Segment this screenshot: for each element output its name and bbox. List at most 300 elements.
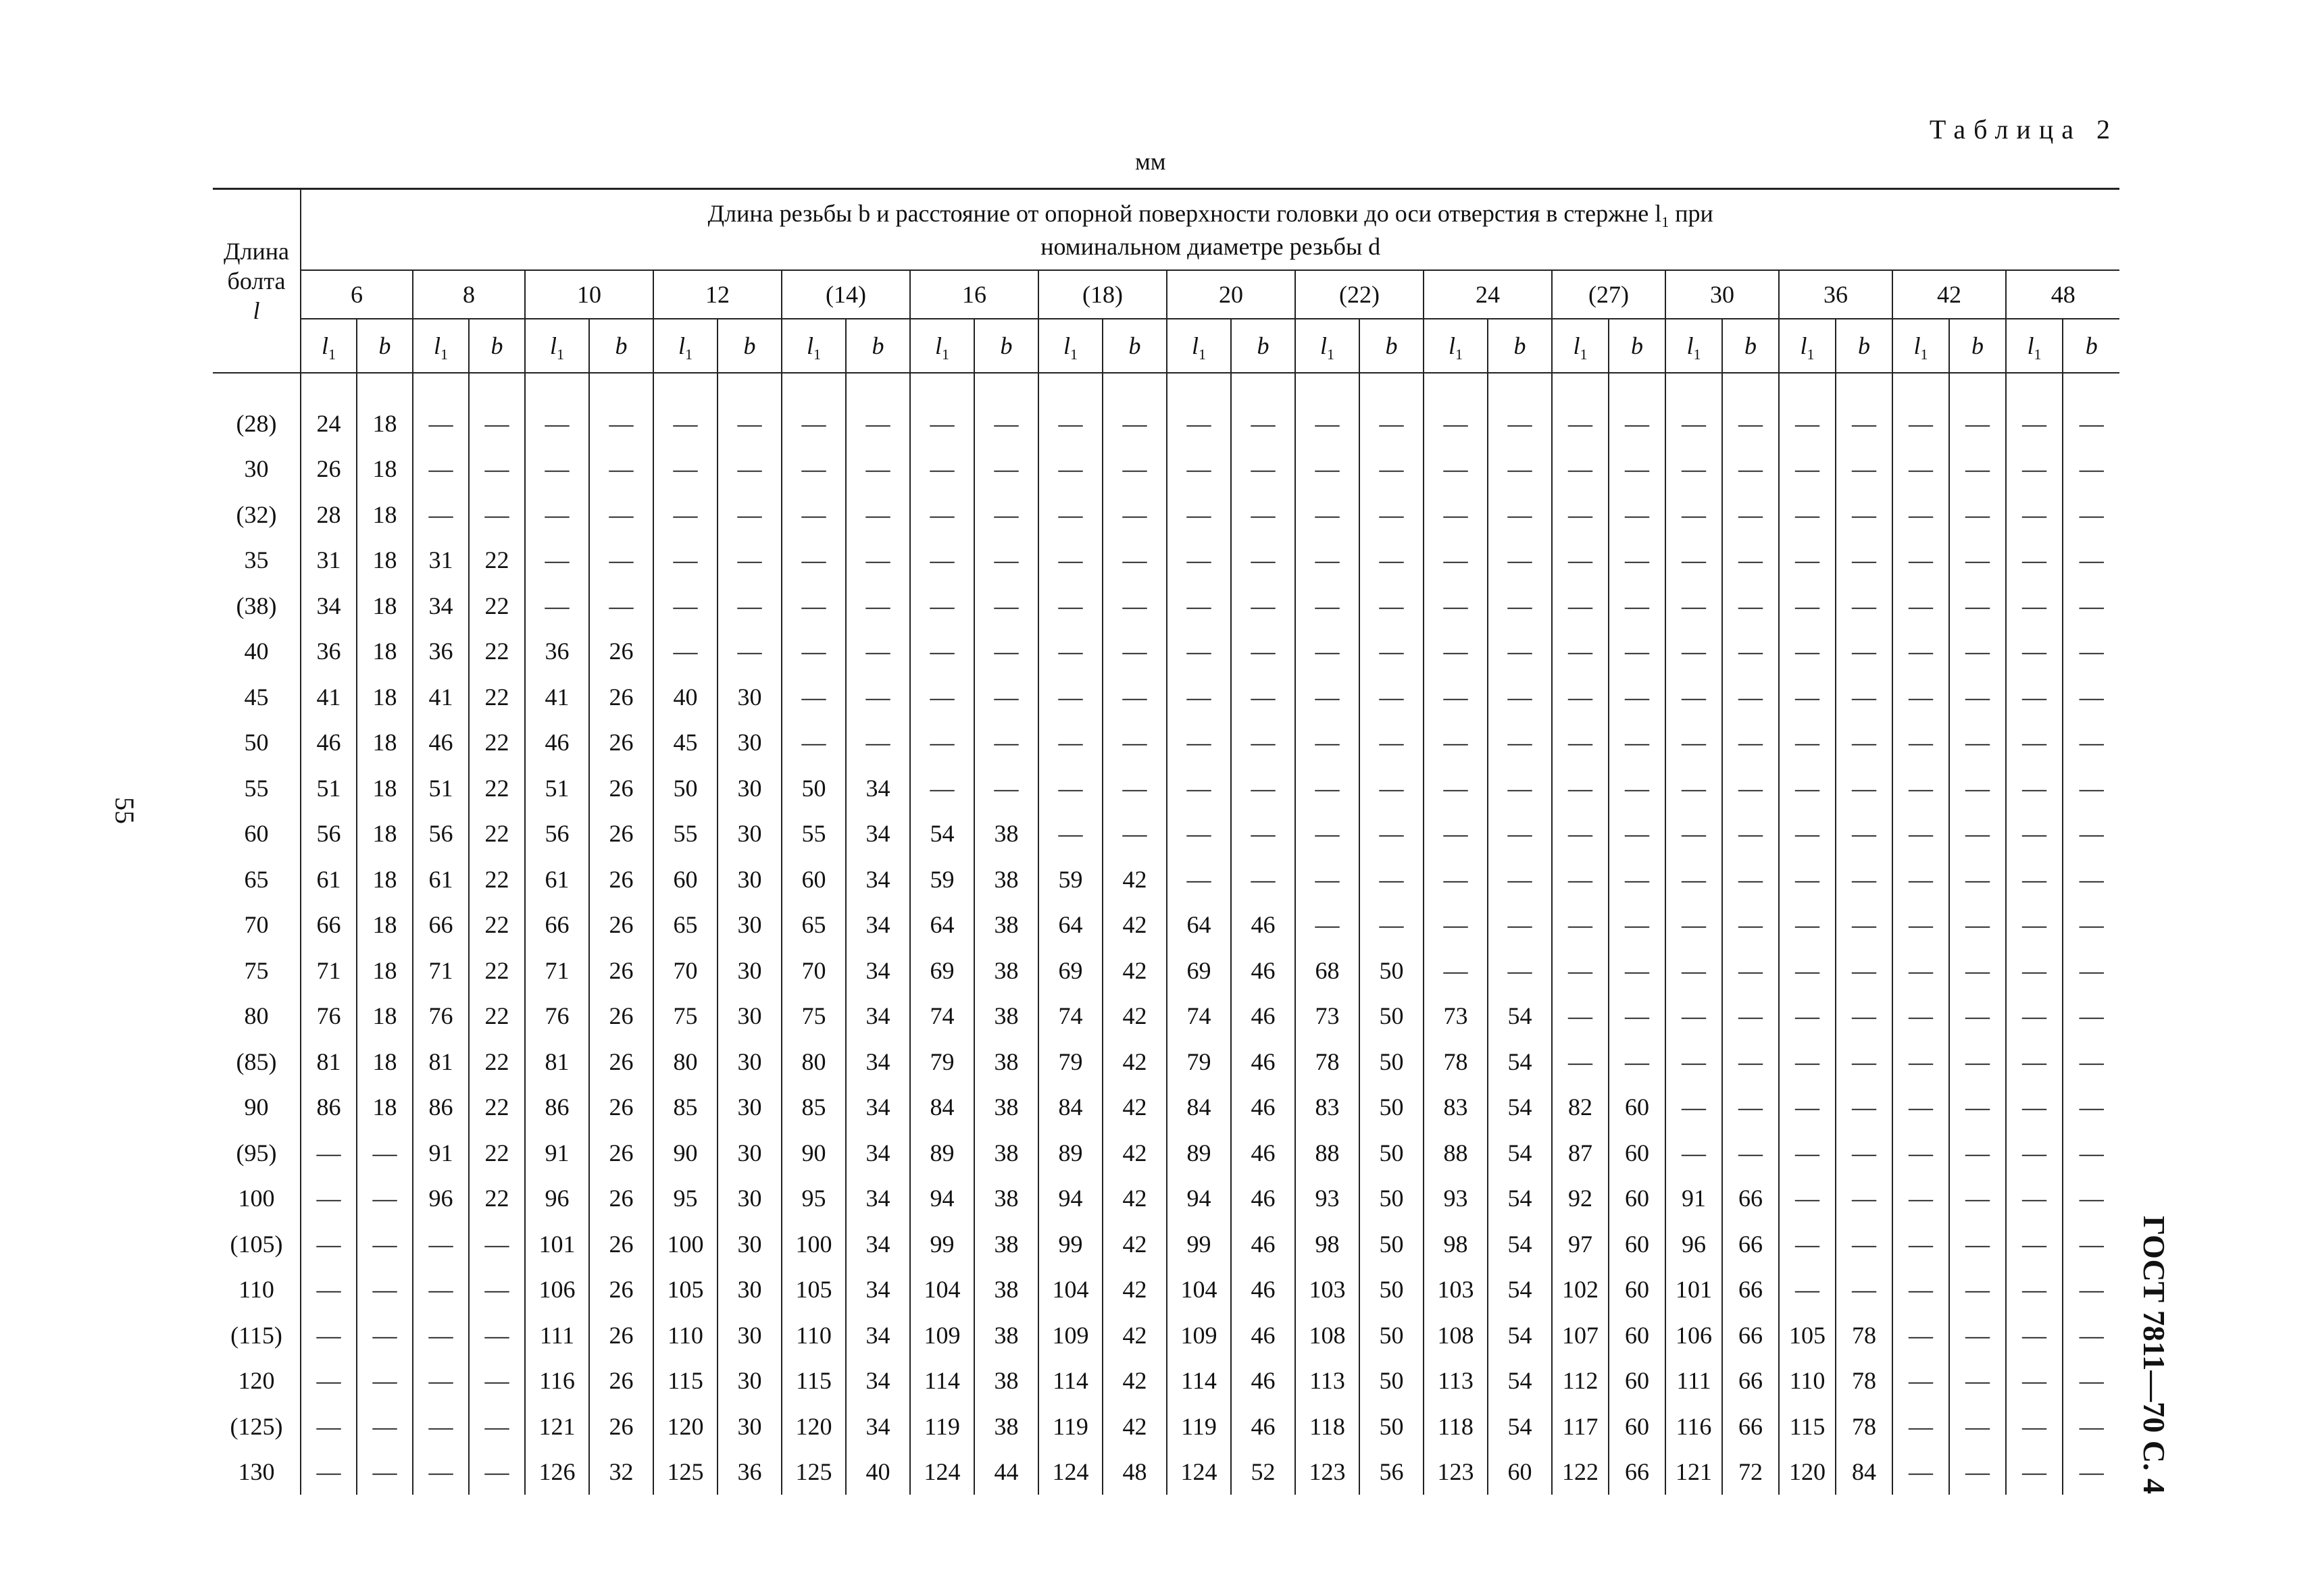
b-value-cell: — <box>2063 1221 2119 1267</box>
b-value-cell: — <box>1949 446 2006 492</box>
l1-value-cell: — <box>2006 674 2063 720</box>
l1-value-cell: — <box>1295 446 1359 492</box>
b-value-cell: — <box>589 583 653 629</box>
table-row <box>213 948 2119 994</box>
l1-symbol: l <box>321 332 328 359</box>
b-value-cell: — <box>469 1267 525 1313</box>
b-value-cell: — <box>1103 538 1167 584</box>
b-value-cell: — <box>1836 720 1892 766</box>
l1-subscript: 1 <box>1693 346 1701 363</box>
l1-value-cell: — <box>2006 902 2063 948</box>
l1-value-cell: 78 <box>1424 1039 1488 1085</box>
b-value-cell: — <box>1231 492 1295 538</box>
b-column-header: b <box>1488 319 1552 373</box>
l1-value-cell: — <box>1779 811 1836 857</box>
l1-subscript: 1 <box>1455 346 1463 363</box>
l1-value-cell: — <box>2006 1449 2063 1495</box>
b-value-cell: 48 <box>1103 1449 1167 1495</box>
l1-value-cell: 45 <box>653 720 718 766</box>
l1-value-cell: — <box>1892 948 1949 994</box>
l1-subscript: 1 <box>441 346 448 363</box>
b-value-cell: — <box>2063 1176 2119 1222</box>
b-value-cell: — <box>1609 583 1665 629</box>
table-label: Таблица 2 <box>1929 114 2118 145</box>
b-value-cell: — <box>1836 401 1892 446</box>
b-column-header: b <box>1836 319 1892 373</box>
l1-value-cell: 75 <box>653 994 718 1039</box>
b-value-cell: 30 <box>718 1358 782 1404</box>
b-value-cell: 42 <box>1103 856 1167 902</box>
l1-value-cell: — <box>1038 629 1103 675</box>
b-value-cell: 34 <box>846 1085 910 1131</box>
b-value-cell: — <box>846 538 910 584</box>
b-value-cell: 54 <box>1488 1085 1552 1131</box>
b-value-cell: 54 <box>1488 1221 1552 1267</box>
b-value-cell: 46 <box>1231 1039 1295 1085</box>
b-value-cell: 18 <box>357 446 413 492</box>
b-value-cell: — <box>1609 811 1665 857</box>
b-value-cell: — <box>1949 538 2006 584</box>
b-value-cell: 46 <box>1231 1176 1295 1222</box>
l1-value-cell: 111 <box>525 1312 589 1358</box>
b-value-cell: 30 <box>718 1221 782 1267</box>
b-value-cell: — <box>469 1312 525 1358</box>
b-value-cell: 54 <box>1488 994 1552 1039</box>
b-value-cell: — <box>1488 629 1552 675</box>
b-value-cell: 54 <box>1488 1176 1552 1222</box>
l1-value-cell: — <box>2006 1221 2063 1267</box>
b-value-cell: — <box>2063 629 2119 675</box>
b-value-cell: — <box>1722 1130 1779 1176</box>
l1-symbol: l <box>549 332 557 359</box>
b-value-cell: 66 <box>1722 1312 1779 1358</box>
b-value-cell: — <box>1488 674 1552 720</box>
l1-value-cell: 94 <box>1167 1176 1231 1222</box>
l1-value-cell: 36 <box>525 629 589 675</box>
l1-value-cell: — <box>1892 1221 1949 1267</box>
b-value-cell: 66 <box>1609 1449 1665 1495</box>
b-value-cell: — <box>469 1449 525 1495</box>
b-value-cell: — <box>1359 492 1424 538</box>
l1-value-cell: 71 <box>525 948 589 994</box>
b-value-cell: — <box>846 401 910 446</box>
b-value-cell: — <box>1609 674 1665 720</box>
l1-value-cell: — <box>1552 583 1609 629</box>
b-value-cell: — <box>469 1358 525 1404</box>
bolt-length-cell: (125) <box>230 1412 283 1440</box>
l1-subscript: 1 <box>1327 346 1334 363</box>
b-value-cell: 18 <box>357 720 413 766</box>
l1-value-cell: 117 <box>1552 1404 1609 1449</box>
b-value-cell: 30 <box>718 1039 782 1085</box>
l1-value-cell: 79 <box>910 1039 974 1085</box>
l1-value-cell: 60 <box>653 856 718 902</box>
l1-value-cell: — <box>301 1404 357 1449</box>
l1-value-cell: — <box>2006 538 2063 584</box>
diameter-header: (22) <box>1295 270 1424 319</box>
l1-value-cell: — <box>1552 765 1609 811</box>
b-value-cell: 46 <box>1231 1221 1295 1267</box>
b-value-cell: — <box>718 538 782 584</box>
thread-length-table <box>213 188 2119 1495</box>
l1-value-cell: — <box>1892 902 1949 948</box>
l1-value-cell: 61 <box>413 856 469 902</box>
l1-value-cell: — <box>2006 1267 2063 1313</box>
l1-subscript: 1 <box>1199 346 1206 363</box>
l1-column-header <box>525 319 589 373</box>
b-value-cell: 18 <box>357 583 413 629</box>
l1-value-cell: — <box>910 765 974 811</box>
b-value-cell: 30 <box>718 720 782 766</box>
l1-value-cell: 124 <box>1167 1449 1231 1495</box>
l1-value-cell: 83 <box>1424 1085 1488 1131</box>
l1-value-cell: 64 <box>1038 902 1103 948</box>
l1-value-cell: 70 <box>653 948 718 994</box>
l1-value-cell: 66 <box>525 902 589 948</box>
b-value-cell: — <box>2063 1267 2119 1313</box>
l1-value-cell: — <box>1665 811 1722 857</box>
b-value-cell: — <box>589 446 653 492</box>
b-value-cell: 18 <box>357 811 413 857</box>
b-value-cell: — <box>2063 765 2119 811</box>
l1-value-cell: — <box>1892 1039 1949 1085</box>
b-value-cell: — <box>1836 538 1892 584</box>
l1-value-cell: 86 <box>525 1085 589 1131</box>
b-value-cell: 50 <box>1359 1358 1424 1404</box>
b-value-cell: — <box>1359 538 1424 584</box>
l1-value-cell: — <box>1892 994 1949 1039</box>
l1-value-cell: 123 <box>1295 1449 1359 1495</box>
b-value-cell: 30 <box>718 948 782 994</box>
l1-column-header <box>1167 319 1231 373</box>
l1-value-cell: — <box>1892 720 1949 766</box>
b-value-cell: — <box>1359 811 1424 857</box>
l1-value-cell: — <box>1038 811 1103 857</box>
b-value-cell: — <box>1949 583 2006 629</box>
l1-value-cell: 121 <box>1665 1449 1722 1495</box>
table-row <box>213 538 2119 584</box>
l1-value-cell: 105 <box>782 1267 846 1313</box>
b-value-cell: 26 <box>589 1358 653 1404</box>
l1-value-cell: — <box>910 446 974 492</box>
b-value-cell: — <box>718 446 782 492</box>
b-value-cell: 50 <box>1359 994 1424 1039</box>
main-header <box>301 189 2119 271</box>
l1-value-cell: — <box>1552 538 1609 584</box>
l1-subscript: 1 <box>813 346 821 363</box>
l1-value-cell: — <box>1552 856 1609 902</box>
diameter-header: (14) <box>782 270 910 319</box>
b-value-cell: — <box>1722 583 1779 629</box>
l1-symbol: l <box>433 332 441 359</box>
l1-value-cell: — <box>1779 629 1836 675</box>
l1-value-cell: — <box>910 492 974 538</box>
b-value-cell: 18 <box>357 1039 413 1085</box>
l1-value-cell: — <box>1424 902 1488 948</box>
b-value-cell: 18 <box>357 401 413 446</box>
l1-value-cell: — <box>2006 1085 2063 1131</box>
b-value-cell: — <box>2063 1039 2119 1085</box>
b-value-cell: — <box>1231 538 1295 584</box>
l1-value-cell: — <box>1424 948 1488 994</box>
l1-value-cell: 85 <box>653 1085 718 1131</box>
l1-value-cell: — <box>910 629 974 675</box>
b-value-cell: — <box>469 1221 525 1267</box>
b-value-cell: — <box>1103 629 1167 675</box>
l1-value-cell: 109 <box>1038 1312 1103 1358</box>
l1-value-cell: — <box>653 401 718 446</box>
b-value-cell: — <box>846 629 910 675</box>
l1-value-cell: — <box>1038 674 1103 720</box>
l1-column-header <box>301 319 357 373</box>
b-value-cell: — <box>1836 948 1892 994</box>
b-value-cell: — <box>589 492 653 538</box>
b-column-header: b <box>2063 319 2119 373</box>
l1-value-cell: — <box>1167 492 1231 538</box>
l1-value-cell: — <box>2006 856 2063 902</box>
l1-value-cell: 36 <box>301 629 357 675</box>
table-row <box>213 674 2119 720</box>
l1-value-cell: — <box>1779 1267 1836 1313</box>
b-value-cell: — <box>1488 811 1552 857</box>
b-value-cell: 50 <box>1359 1085 1424 1131</box>
table-row <box>213 1404 2119 1449</box>
l1-value-cell: 88 <box>1424 1130 1488 1176</box>
b-value-cell: 18 <box>357 629 413 675</box>
b-value-cell: — <box>1359 583 1424 629</box>
document-side-title: ГОСТ 7811—70 С. 4 <box>2137 1216 2171 1495</box>
l1-value-cell: 84 <box>910 1085 974 1131</box>
b-value-cell: — <box>974 720 1038 766</box>
l1-value-cell: 119 <box>910 1404 974 1449</box>
b-value-cell: 42 <box>1103 1404 1167 1449</box>
l1-value-cell: 51 <box>525 765 589 811</box>
l1-value-cell: — <box>1552 720 1609 766</box>
b-value-cell: 42 <box>1103 1221 1167 1267</box>
b-value-cell: — <box>846 583 910 629</box>
l1-value-cell: 122 <box>1552 1449 1609 1495</box>
b-value-cell: — <box>1722 811 1779 857</box>
l1-column-header <box>1892 319 1949 373</box>
b-value-cell: 18 <box>357 674 413 720</box>
l1-value-cell: 120 <box>782 1404 846 1449</box>
l1-value-cell: — <box>653 492 718 538</box>
l1-value-cell: — <box>1552 902 1609 948</box>
b-value-cell: — <box>1722 1085 1779 1131</box>
l1-value-cell: 40 <box>653 674 718 720</box>
l1-value-cell: 116 <box>1665 1404 1722 1449</box>
l1-value-cell: 50 <box>782 765 846 811</box>
l1-value-cell: — <box>2006 446 2063 492</box>
l1-column-header <box>1424 319 1488 373</box>
l1-value-cell: 125 <box>782 1449 846 1495</box>
b-value-cell: 50 <box>1359 1039 1424 1085</box>
b-column-header: b <box>469 319 525 373</box>
b-value-cell: 34 <box>846 1404 910 1449</box>
l1-value-cell: — <box>1779 1085 1836 1131</box>
l1-symbol: l <box>1191 332 1199 359</box>
b-value-cell: 26 <box>589 720 653 766</box>
b-value-cell: — <box>1359 856 1424 902</box>
b-value-cell: 46 <box>1231 1130 1295 1176</box>
l1-column-header <box>1665 319 1722 373</box>
l1-value-cell: — <box>1295 856 1359 902</box>
b-value-cell: — <box>469 401 525 446</box>
main-header-line2: номинальном диаметре резьбы d <box>1040 232 1381 260</box>
l1-value-cell: 81 <box>301 1039 357 1085</box>
l1-value-cell: — <box>1295 674 1359 720</box>
b-value-cell: — <box>1722 994 1779 1039</box>
b-value-cell: 34 <box>846 1130 910 1176</box>
b-value-cell: 60 <box>1609 1130 1665 1176</box>
l1-subscript: 1 <box>1580 346 1588 363</box>
l1-value-cell: 51 <box>413 765 469 811</box>
bolt-length-cell: 55 <box>244 774 269 802</box>
l1-value-cell: — <box>1424 765 1488 811</box>
b-value-cell: 30 <box>718 856 782 902</box>
b-value-cell: 26 <box>589 1039 653 1085</box>
l1-value-cell: 115 <box>782 1358 846 1404</box>
b-value-cell: — <box>357 1358 413 1404</box>
l1-value-cell: — <box>1038 446 1103 492</box>
b-value-cell: 46 <box>1231 902 1295 948</box>
b-value-cell: 18 <box>357 902 413 948</box>
b-value-cell: 18 <box>357 765 413 811</box>
b-value-cell: — <box>2063 811 2119 857</box>
table-row <box>213 720 2119 766</box>
b-value-cell: — <box>1949 629 2006 675</box>
l1-value-cell: — <box>1424 401 1488 446</box>
b-value-cell: — <box>1949 1130 2006 1176</box>
l1-value-cell: — <box>2006 948 2063 994</box>
l1-symbol: l <box>2027 332 2034 359</box>
l1-value-cell: 114 <box>910 1358 974 1404</box>
l1-value-cell: 87 <box>1552 1130 1609 1176</box>
b-value-cell: — <box>2063 994 2119 1039</box>
b-value-cell: 54 <box>1488 1404 1552 1449</box>
l1-value-cell: 91 <box>525 1130 589 1176</box>
l1-value-cell: 93 <box>1295 1176 1359 1222</box>
main-header-line1 <box>707 199 1713 230</box>
bolt-length-cell: (115) <box>230 1321 282 1349</box>
l1-value-cell: 69 <box>910 948 974 994</box>
b-value-cell: — <box>1836 583 1892 629</box>
b-value-cell: 46 <box>1231 1085 1295 1131</box>
table-row <box>213 629 2119 675</box>
l1-value-cell: 73 <box>1424 994 1488 1039</box>
b-value-cell: 46 <box>1231 948 1295 994</box>
l1-value-cell: — <box>301 1176 357 1222</box>
l1-value-cell: 113 <box>1424 1358 1488 1404</box>
l1-value-cell: 109 <box>910 1312 974 1358</box>
table-row <box>213 1358 2119 1404</box>
bolt-length-header <box>213 189 301 374</box>
l1-value-cell: — <box>1167 811 1231 857</box>
l1-value-cell: 125 <box>653 1449 718 1495</box>
l1-value-cell: 34 <box>301 583 357 629</box>
l1-value-cell: — <box>1665 492 1722 538</box>
b-value-cell: — <box>1488 538 1552 584</box>
l1-value-cell: — <box>1779 1039 1836 1085</box>
l1-value-cell: — <box>910 401 974 446</box>
b-value-cell: 34 <box>846 811 910 857</box>
l1-value-cell: 103 <box>1295 1267 1359 1313</box>
l1-value-cell: — <box>1167 720 1231 766</box>
b-value-cell: 72 <box>1722 1449 1779 1495</box>
l1-value-cell: — <box>1665 948 1722 994</box>
l1-value-cell: 65 <box>782 902 846 948</box>
l1-value-cell: — <box>413 1449 469 1495</box>
l1-value-cell: — <box>1424 720 1488 766</box>
b-value-cell: — <box>2063 1449 2119 1495</box>
b-value-cell: — <box>1231 765 1295 811</box>
l1-value-cell: 41 <box>525 674 589 720</box>
l1-value-cell: — <box>1038 765 1103 811</box>
l1-value-cell: 71 <box>301 948 357 994</box>
b-value-cell: — <box>2063 1404 2119 1449</box>
l1-value-cell: 81 <box>525 1039 589 1085</box>
l1-value-cell: — <box>2006 811 2063 857</box>
l1-value-cell: 34 <box>413 583 469 629</box>
l1-value-cell: — <box>1552 994 1609 1039</box>
b-value-cell: — <box>2063 948 2119 994</box>
l1-value-cell: 126 <box>525 1449 589 1495</box>
l1-value-cell: 119 <box>1167 1404 1231 1449</box>
b-value-cell: 46 <box>1231 1267 1295 1313</box>
b-value-cell: — <box>1836 1130 1892 1176</box>
b-value-cell: 30 <box>718 1130 782 1176</box>
b-value-cell: 26 <box>589 856 653 902</box>
b-column-header: b <box>1359 319 1424 373</box>
b-value-cell: 38 <box>974 856 1038 902</box>
table-row <box>213 492 2119 538</box>
b-value-cell: 40 <box>846 1449 910 1495</box>
l1-value-cell: — <box>1665 446 1722 492</box>
l1-value-cell: 90 <box>653 1130 718 1176</box>
l1-value-cell: 74 <box>1167 994 1231 1039</box>
b-value-cell: — <box>1949 1176 2006 1222</box>
b-value-cell: 22 <box>469 856 525 902</box>
l1-value-cell: 120 <box>1779 1449 1836 1495</box>
l1-value-cell: 69 <box>1167 948 1231 994</box>
b-value-cell: — <box>1836 765 1892 811</box>
l1-column-header <box>782 319 846 373</box>
l1-value-cell: 110 <box>1779 1358 1836 1404</box>
b-value-cell: 38 <box>974 1176 1038 1222</box>
l1-value-cell: — <box>1779 720 1836 766</box>
l1-value-cell: 54 <box>910 811 974 857</box>
l1-value-cell: 107 <box>1552 1312 1609 1358</box>
b-value-cell: — <box>1836 674 1892 720</box>
l1-value-cell: 82 <box>1552 1085 1609 1131</box>
bolt-length-cell: 60 <box>244 820 269 848</box>
b-value-cell: 34 <box>846 1039 910 1085</box>
l1-value-cell: — <box>1552 629 1609 675</box>
b-value-cell: — <box>1103 811 1167 857</box>
b-value-cell: — <box>1722 902 1779 948</box>
b-value-cell: — <box>1609 720 1665 766</box>
b-value-cell: 56 <box>1359 1449 1424 1495</box>
b-value-cell: — <box>1359 674 1424 720</box>
l1-value-cell: — <box>525 446 589 492</box>
b-value-cell: — <box>1949 720 2006 766</box>
b-value-cell: — <box>1722 948 1779 994</box>
b-value-cell: — <box>2063 446 2119 492</box>
l1-value-cell: — <box>782 492 846 538</box>
l1-value-cell: 106 <box>1665 1312 1722 1358</box>
diameter-header: 30 <box>1665 270 1779 319</box>
b-value-cell: 30 <box>718 1176 782 1222</box>
